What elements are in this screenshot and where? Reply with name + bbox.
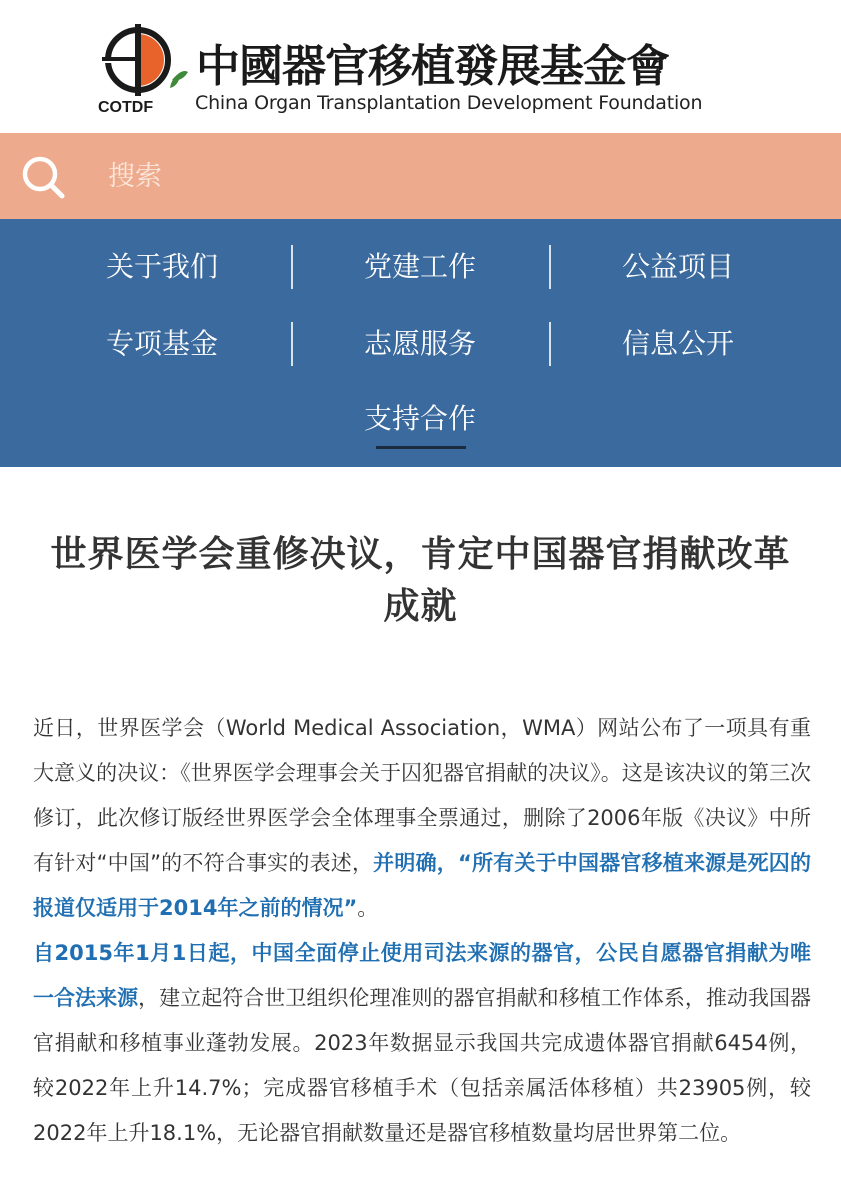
foundation-name-english: China Organ Transplantation Development Foundation: [195, 92, 703, 114]
search-icon[interactable]: [20, 154, 66, 200]
nav-item-about-us[interactable]: 关于我们: [105, 250, 218, 283]
nav-item-volunteer-service[interactable]: 志愿服务: [363, 327, 476, 360]
nav-active-underline: [376, 446, 466, 449]
foundation-logo-icon[interactable]: [98, 20, 190, 118]
search-input[interactable]: [96, 153, 808, 199]
nav-item-party-building[interactable]: 党建工作: [363, 250, 476, 283]
nav-item-public-projects[interactable]: 公益项目: [621, 250, 734, 283]
highlighted-text: 并明确，“所有关于中国器官移植来源是死囚的报道仅适用于2014年之前的情况”: [33, 851, 811, 920]
nav-item-information-disclosure[interactable]: 信息公开: [621, 327, 734, 360]
foundation-name-chinese: 中國器官移植發展基金會: [196, 41, 669, 92]
highlighted-text: 自2015年1月1日起，中国全面停止使用司法来源的器官，公民自愿器官捐献为唯一合法来源: [33, 941, 811, 1010]
article-paragraph: [33, 706, 811, 931]
article-title: 世界医学会重修决议，肯定中国器官捐献改革成就: [50, 534, 791, 628]
nav-item-special-funds[interactable]: 专项基金: [105, 327, 218, 360]
paragraph-text: 近日，世界医学会（World Medical Association，WMA）网站公布了一项具有重大意义的决议：《世界医学会理事会关于囚犯器官捐献的决议》。这是该决议的第三次修订，此次修订版经世界医学会全体理事全票通过，删除了2006年版《决议》中所有针对“中国”的不符合事实的表述，: [33, 716, 811, 875]
site-header: [0, 0, 841, 133]
paragraph-text: 。: [357, 896, 379, 920]
paragraph-text: ，建立起符合世卫组织伦理准则的器官捐献和移植工作体系，推动我国器官捐献和移植事业蓬勃发展。2023年数据显示我国共完成遗体器官捐献6454例，较2022年上升14.7%；完成器官移植手术（包括亲属活体移植）共23905例，较2022年上升18.1%，无论器官捐献数量还是器官移植数量均居世界第二位。: [33, 986, 811, 1145]
main-nav: [0, 219, 841, 467]
article-body: [33, 706, 811, 1156]
search-bar: [0, 133, 841, 219]
article-paragraph: [33, 931, 811, 1156]
logo-abbr: COTDF: [98, 99, 154, 116]
nav-item-support-cooperation[interactable]: 支持合作: [363, 402, 476, 435]
